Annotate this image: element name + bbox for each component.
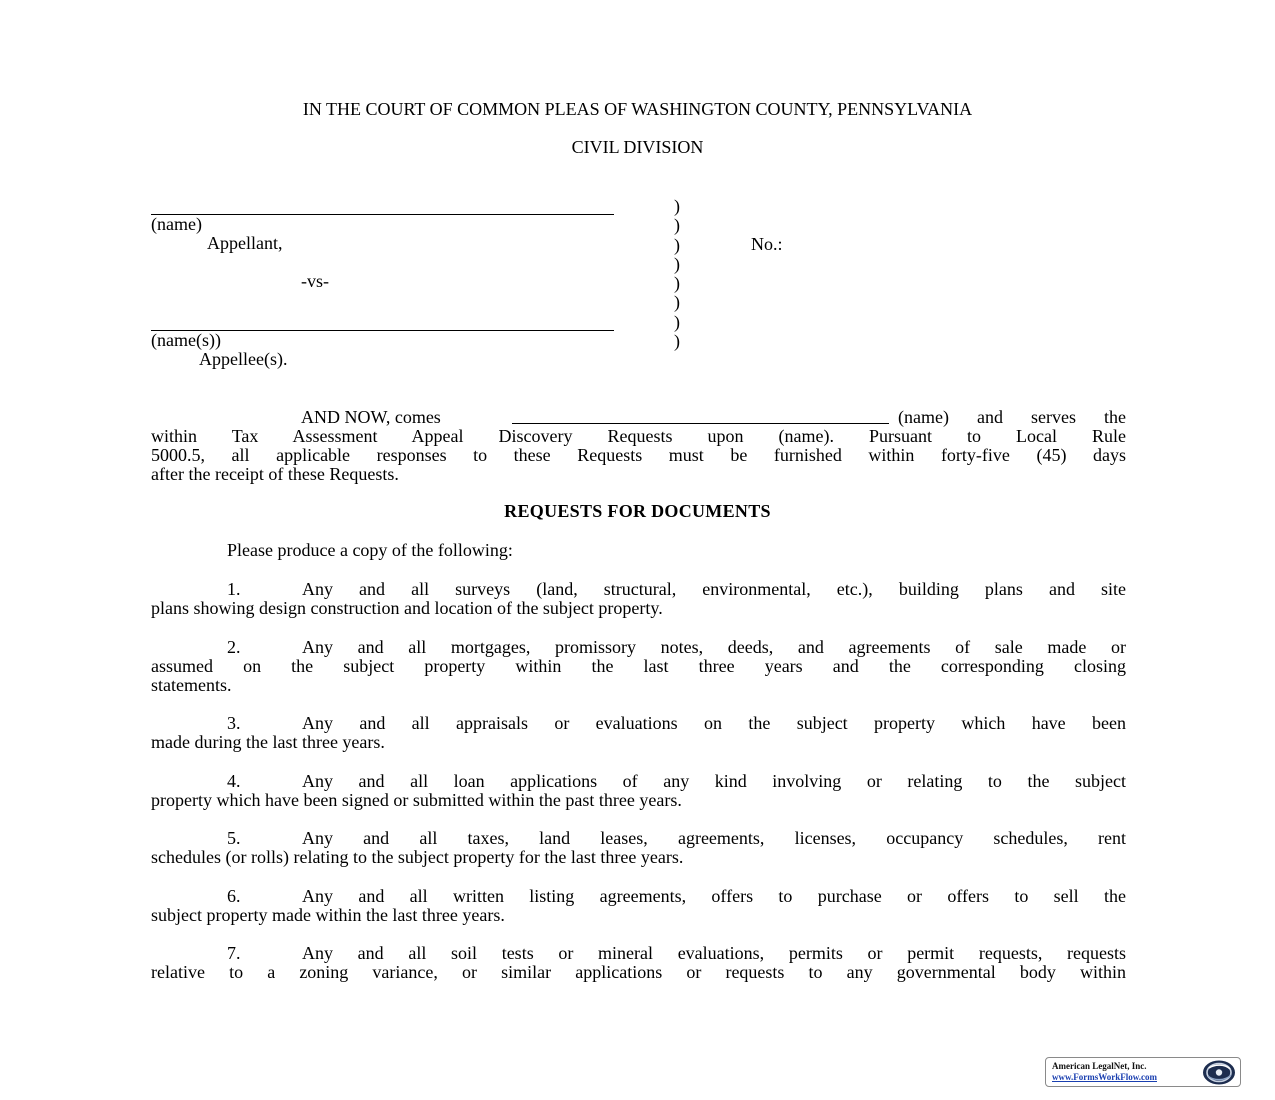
request-item <box>151 887 1126 925</box>
intro-name-blank <box>512 423 889 424</box>
appellant-name-blank <box>151 214 614 215</box>
intro-line-3: 5000.5, all applicable responses to these Requests must be furnished within forty-five (45) days <box>151 445 1126 465</box>
court-heading: IN THE COURT OF COMMON PLEAS OF WASHINGTON COUNTY, PENNSYLVANIA <box>302 99 973 119</box>
request-first-line: Any and all written listing agreements, offers to purchase or offers to sell the <box>302 886 1126 906</box>
request-first-line: Any and all appraisals or evaluations on the subject property which have been <box>302 713 1126 733</box>
request-number: 7. <box>227 943 241 963</box>
paren: ) <box>674 196 680 216</box>
versus-label: -vs- <box>301 271 329 291</box>
request-number: 4. <box>227 771 241 791</box>
request-item <box>151 580 1126 618</box>
paren: ) <box>674 311 680 332</box>
request-item <box>151 829 1126 867</box>
request-number: 6. <box>227 886 241 906</box>
request-item <box>151 638 1126 695</box>
request-first-line: Any and all soil tests or mineral evaluations, permits or permit requests, requests <box>302 943 1126 963</box>
request-rest: property which have been signed or submitted within the past three years. <box>151 790 682 810</box>
request-mid: assumed on the subject property within the last three years and the corresponding closing <box>151 656 1126 676</box>
paren: ) <box>674 331 680 352</box>
request-rest: made during the last three years. <box>151 732 385 752</box>
request-first-line: Any and all taxes, land leases, agreements, licenses, occupancy schedules, rent <box>302 828 1126 848</box>
globe-icon <box>1201 1059 1237 1086</box>
request-mid: relative to a zoning variance, or similar applications or requests to any governmental body within <box>151 962 1126 982</box>
request-rest: subject property made within the last three years. <box>151 905 505 925</box>
division-heading: CIVIL DIVISION <box>571 137 704 157</box>
paren: ) <box>674 215 680 236</box>
paren: ) <box>674 253 680 274</box>
paren: ) <box>674 292 680 313</box>
intro-after-blank: (name) and serves the <box>898 407 1126 427</box>
intro-paragraph <box>151 427 1126 484</box>
intro-line-2: within Tax Assessment Appeal Discovery Requests upon (name). Pursuant to Local Rule <box>151 426 1126 446</box>
paren: ) <box>674 234 680 255</box>
intro-lead: AND NOW, comes <box>301 407 441 427</box>
caption-parentheses <box>674 197 688 351</box>
request-number: 3. <box>227 713 241 733</box>
appellee-role: Appellee(s). <box>199 349 288 369</box>
logo-url-link[interactable]: www.FormsWorkFlow.com <box>1052 1072 1157 1082</box>
appellant-name-label: (name) <box>151 214 202 234</box>
paren: ) <box>674 273 680 294</box>
request-number: 5. <box>227 828 241 848</box>
request-item <box>151 944 1126 982</box>
request-first-line: Any and all loan applications of any kind involving or relating to the subject <box>302 771 1126 791</box>
american-legalnet-logo[interactable] <box>1045 1057 1241 1087</box>
request-first-line: Any and all surveys (land, structural, environmental, etc.), building plans and site <box>302 579 1126 599</box>
request-first-line: Any and all mortgages, promissory notes, deeds, and agreements of sale made or <box>302 637 1126 657</box>
request-rest: schedules (or rolls) relating to the subject property for the last three years. <box>151 847 684 867</box>
logo-company: American LegalNet, Inc. <box>1052 1061 1147 1071</box>
request-item <box>151 772 1126 810</box>
appellant-role: Appellant, <box>207 233 283 253</box>
request-number: 2. <box>227 637 241 657</box>
request-rest: statements. <box>151 675 232 695</box>
request-item <box>151 714 1126 752</box>
appellee-name-label: (name(s)) <box>151 330 221 350</box>
section-instruction: Please produce a copy of the following: <box>227 540 513 560</box>
request-number: 1. <box>227 579 241 599</box>
section-title: REQUESTS FOR DOCUMENTS <box>504 501 771 521</box>
case-number-label: No.: <box>751 234 783 254</box>
request-rest: plans showing design construction and location of the subject property. <box>151 598 663 618</box>
intro-line-4: after the receipt of these Requests. <box>151 464 399 484</box>
